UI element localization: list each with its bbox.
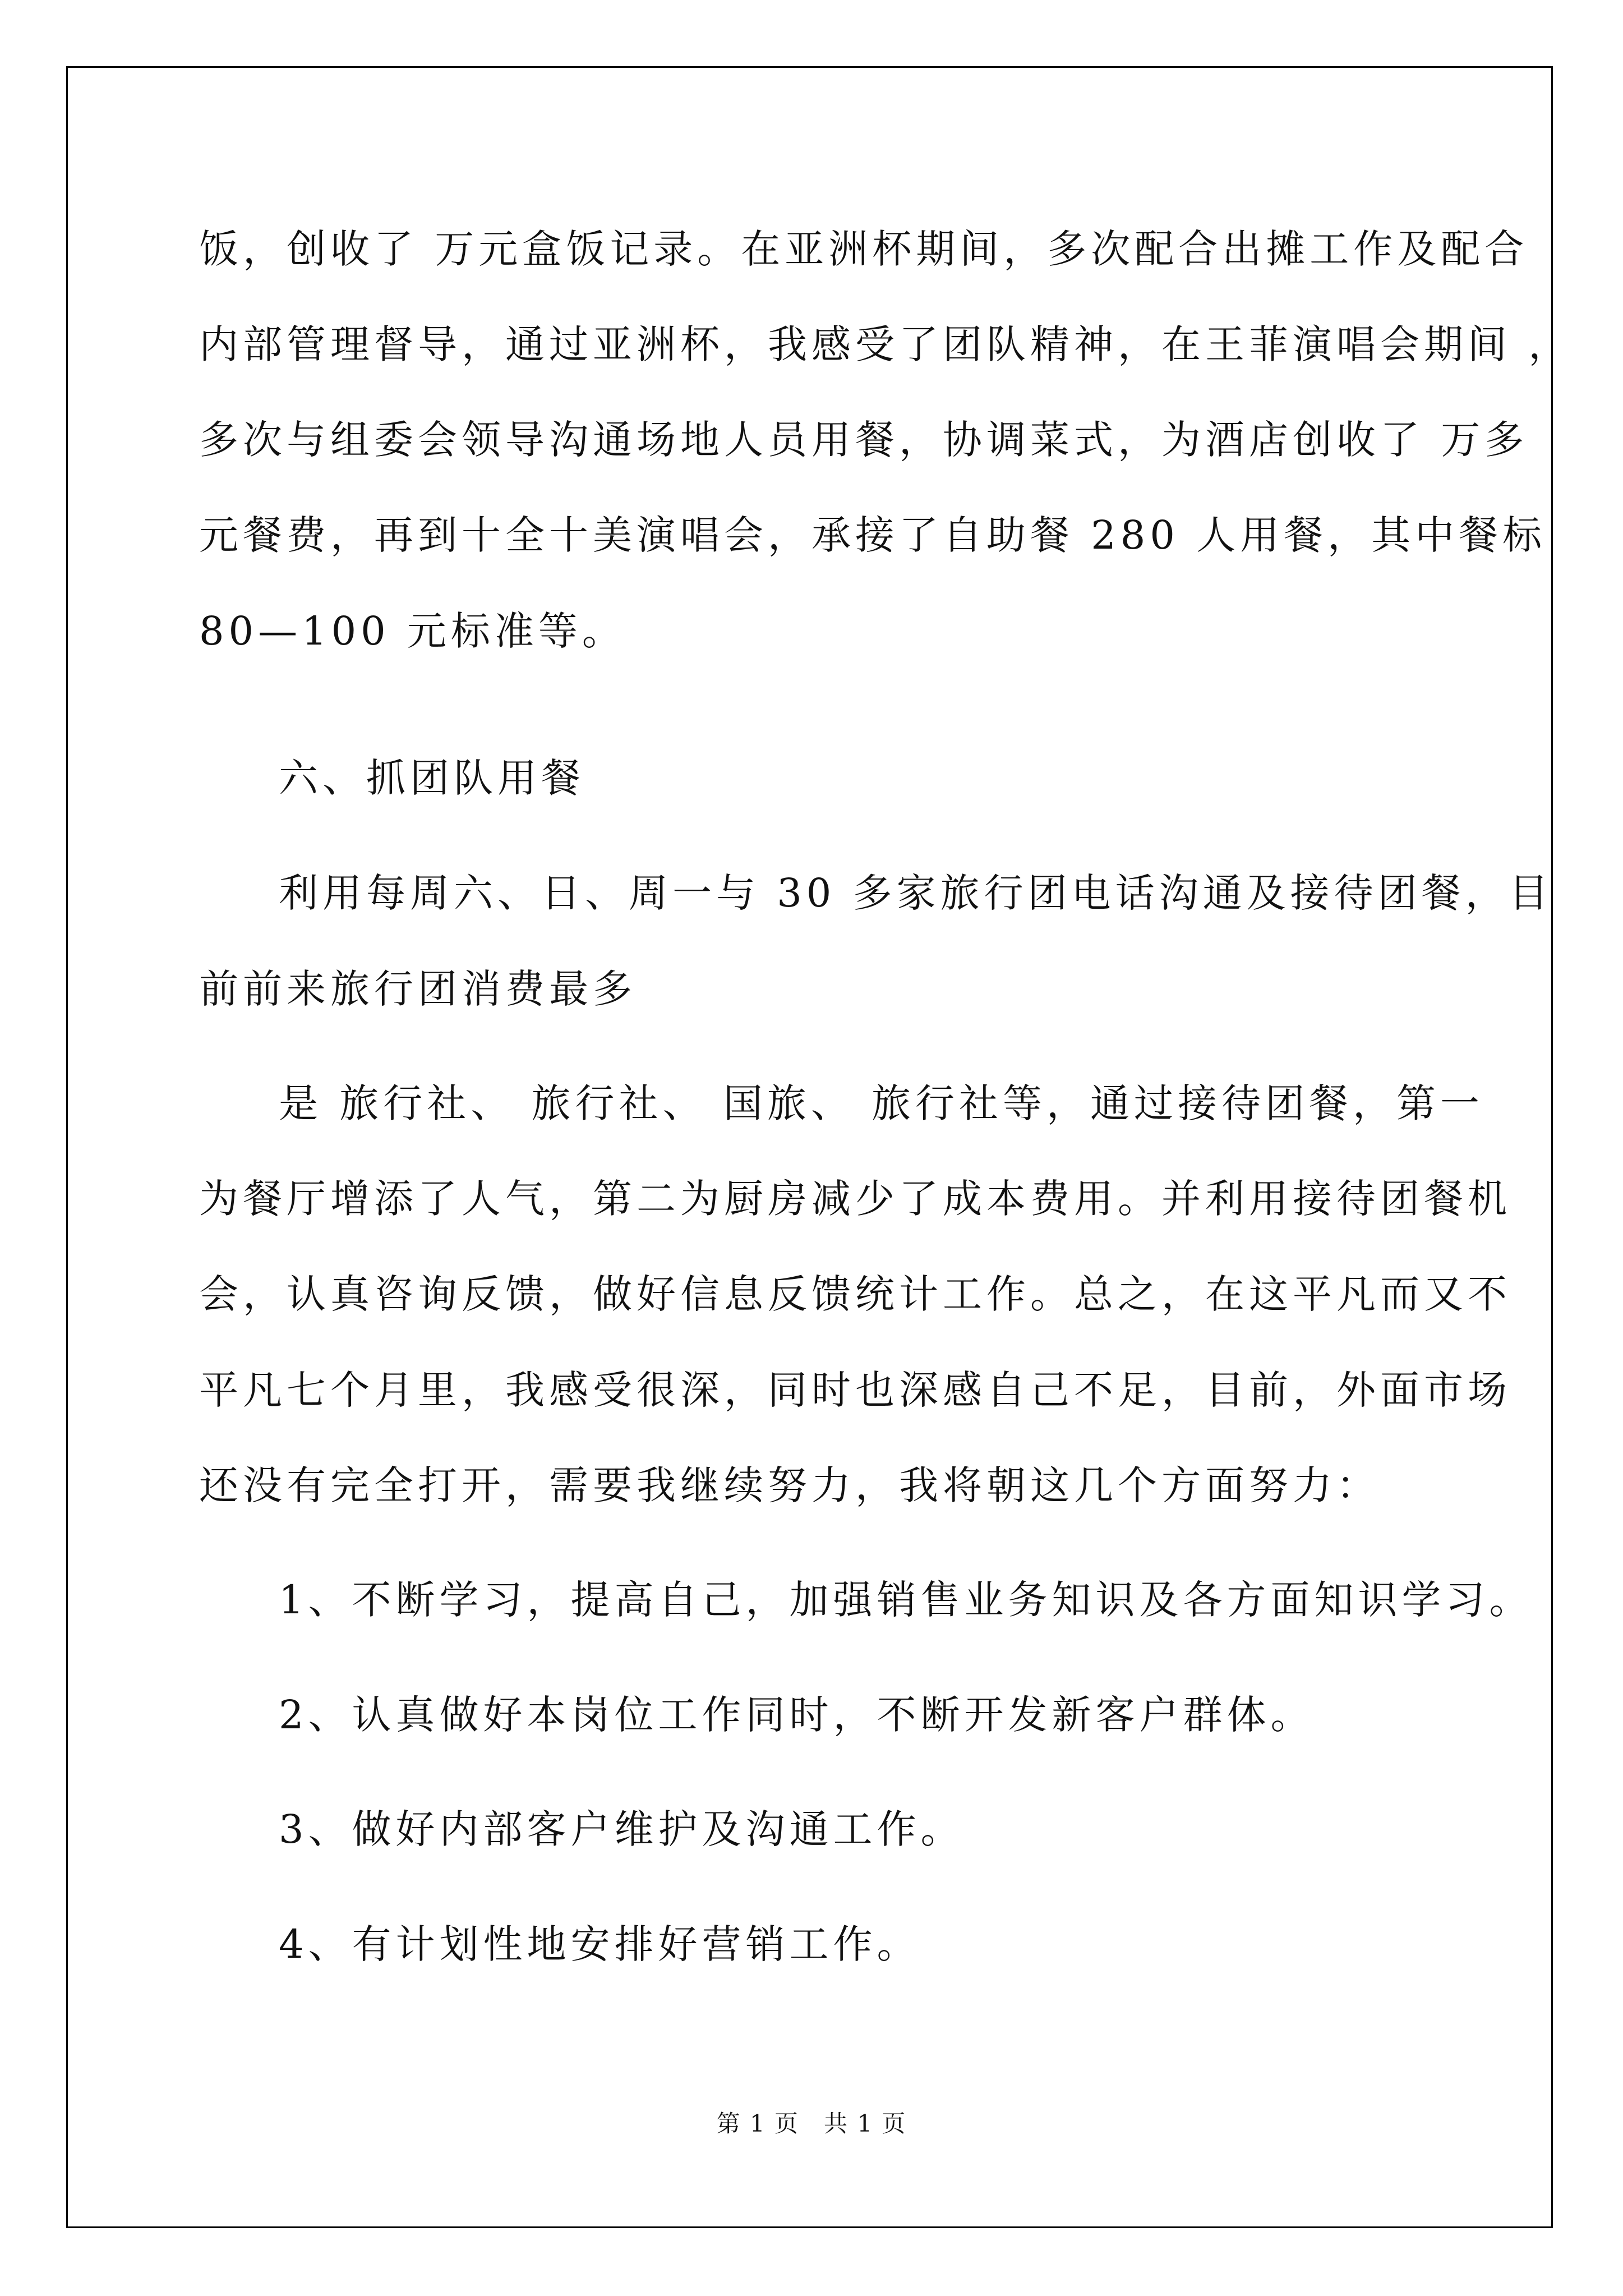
body-line: 平凡七个月里，我感受很深，同时也深感自己不足，目前，外面市场 (199, 1367, 1511, 1413)
body-line: 为餐厅增添了人气，第二为厨房减少了成本费用。并利用接待团餐机 (199, 1176, 1511, 1222)
list-item: 2、认真做好本岗位工作同时，不断开发新客户群体。 (279, 1692, 1315, 1738)
list-item: 1、不断学习，提高自己，加强销售业务知识及各方面知识学习。 (279, 1577, 1533, 1623)
body-line: 利用每周六、日、周一与 30 多家旅行团电话沟通及接待团餐，目 (279, 870, 1553, 916)
body-line: 还没有完全打开，需要我继续努力，我将朝这几个方面努力： (199, 1462, 1380, 1508)
body-line: 会，认真咨询反馈，做好信息反馈统计工作。总之，在这平凡而又不 (199, 1271, 1511, 1317)
body-line: 80—100 元标准等。 (199, 608, 626, 654)
body-line: 是 旅行社、 旅行社、 国旅、 旅行社等，通过接待团餐，第一 (279, 1080, 1484, 1126)
body-line: 内部管理督导，通过亚洲杯，我感受了团队精神，在王菲演唱会期间 ， (199, 321, 1573, 367)
body-line: 多次与组委会领导沟通场地人员用餐，协调菜式，为酒店创收了 万多 (199, 417, 1529, 463)
page-footer: 第 1 页 共 1 页 (716, 2110, 907, 2137)
body-line: 饭，创收了 万元盒饭记录。在亚洲杯期间，多次配合出摊工作及配合 (199, 226, 1529, 272)
section-heading: 六、抓团队用餐 (279, 755, 585, 801)
body-line: 元餐费，再到十全十美演唱会，承接了自助餐 280 人用餐，其中餐标 (199, 512, 1547, 558)
list-item: 4、有计划性地安排好营销工作。 (279, 1921, 921, 1967)
list-item: 3、做好内部客户维护及沟通工作。 (279, 1806, 965, 1852)
page-border (66, 66, 1553, 2228)
body-line: 前前来旅行团消费最多 (199, 966, 637, 1012)
